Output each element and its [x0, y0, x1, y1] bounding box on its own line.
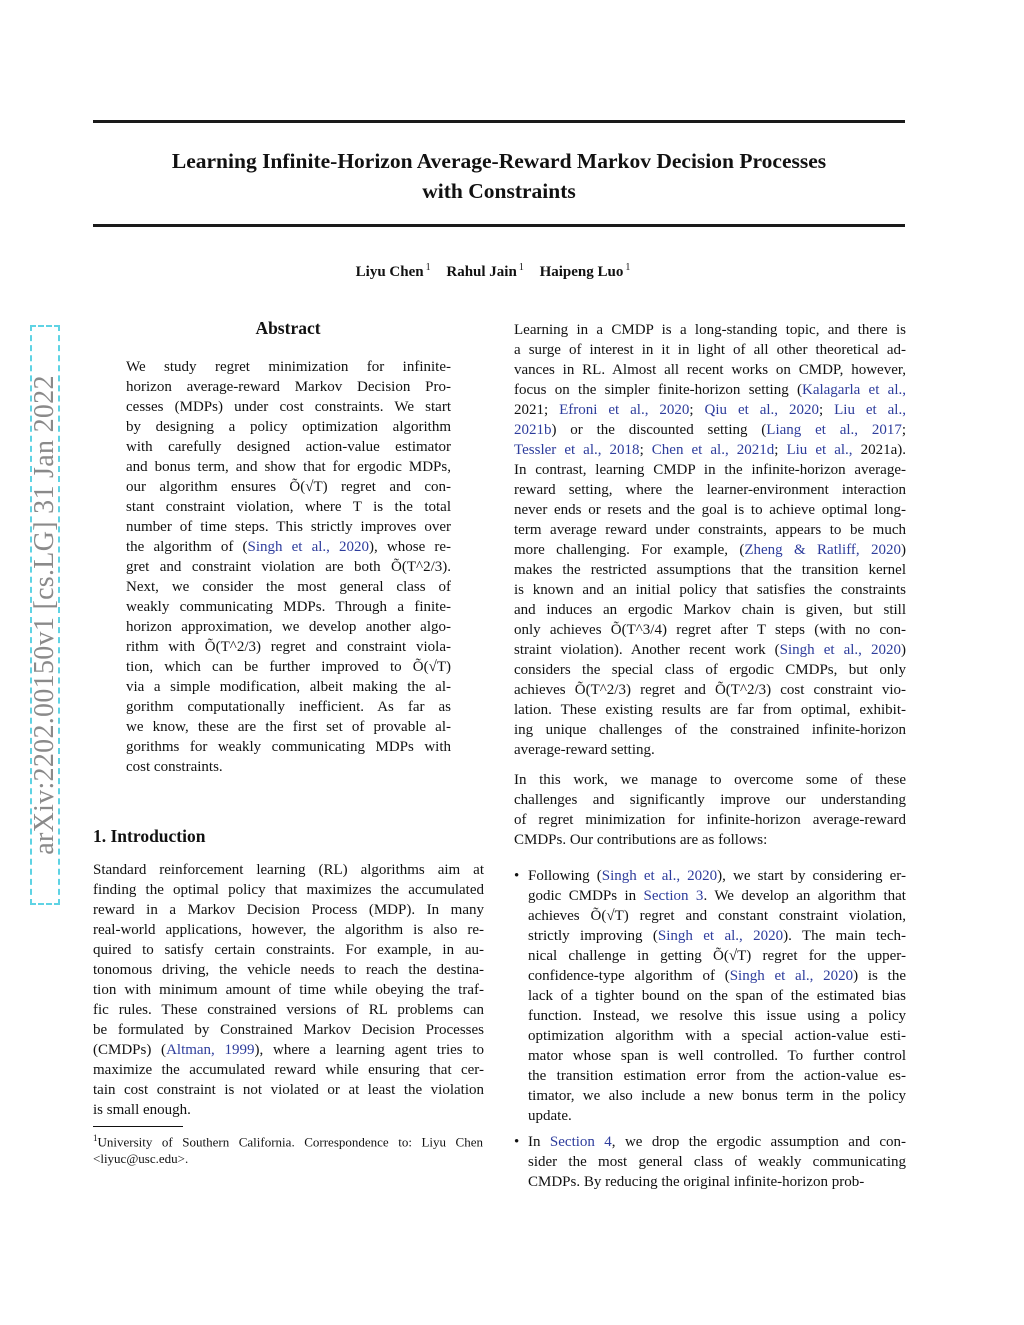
citation-link[interactable]: Singh et al., 2020 [247, 539, 370, 555]
text-line: reward setting, where the learner-environment interaction [514, 482, 906, 498]
text-line: gret and constraint violation are both Õ(T^2/3). [126, 559, 451, 575]
text-line: tion with minimum amount of time while obeying the traf- [93, 982, 484, 998]
citation-link[interactable]: Zheng & Ratliff, 2020 [744, 542, 902, 558]
text-line: tonomous driving, the vehicle needs to reach the destina- [93, 962, 484, 978]
citation-link[interactable]: Liu et al., [786, 442, 853, 458]
bullet-2-lines [528, 1132, 906, 1192]
text-line: never ends or resets and the goal is to achieve optimal long- [514, 502, 906, 518]
introduction-body [93, 860, 484, 1120]
text-line: term average reward under constraints, appears to be much [514, 522, 906, 538]
text-line: horizon approximation, we develop another algo- [126, 619, 451, 635]
text-line: horizon average-reward Markov Decision Pro- [126, 379, 451, 395]
footnote-rule [93, 1126, 183, 1127]
text-line: sider the most general class of weakly communicating [528, 1154, 906, 1170]
text-line: (CMDPs) (Altman, 1999), where a learning agent tries to [93, 1042, 484, 1058]
text-line: update. [528, 1108, 572, 1124]
text-line: real-world applications, however, the algorithm is also re- [93, 922, 484, 938]
text-line: gorithms for weakly communicating MDPs with [126, 739, 451, 755]
text-line: our algorithm ensures Õ(√T) regret and con- [126, 479, 451, 495]
text-line: considers the special class of ergodic CMDPs, but only [514, 662, 906, 678]
arxiv-stamp-text: arXiv:2202.00150v1 [cs.LG] 31 Jan 2022 [29, 375, 60, 855]
right-paragraph-1 [514, 320, 906, 760]
text-line: average-reward setting. [514, 742, 655, 758]
citation-link[interactable]: Chen et al., 2021d [651, 442, 775, 458]
author-list [93, 262, 905, 281]
text-line: Standard reinforcement learning (RL) algorithms aim at [93, 862, 484, 878]
text-line: tain cost constraint is not violated or at least the violation [93, 1082, 484, 1098]
text-line: we know, these are the first set of provable al- [126, 719, 451, 735]
text-line: fic rules. These constrained versions of RL problems can [93, 1002, 484, 1018]
arxiv-stamp-box [30, 325, 60, 905]
text-line: lation. These existing results are far from optimal, exhibit- [514, 702, 906, 718]
contribution-bullet-2 [514, 1132, 906, 1192]
text-line: Following (Singh et al., 2020), we start by considering er- [528, 868, 906, 884]
text-line: only achieves Õ(T^3/4) regret after T steps (with no con- [514, 622, 906, 638]
text-line: and induces an ergodic Markov chain is given, but still [514, 602, 906, 618]
text-line: and bonus term, and show that for ergodic MDPs, [126, 459, 451, 475]
arxiv-stamp [30, 325, 60, 905]
text-line: ing unique challenges of the constrained infinite-horizon [514, 722, 906, 738]
author-affiliation: 1 [625, 262, 631, 273]
citation-link[interactable]: Altman, 1999 [166, 1042, 255, 1058]
text-line: straint violation). Another recent work (Singh et al., 2020) [514, 642, 906, 658]
text-line: by designing a policy optimization algorithm [126, 419, 451, 435]
right-paragraph-2 [514, 770, 906, 850]
text-line: quired to satisfy certain constraints. For example, in au- [93, 942, 484, 958]
bullet-symbol: • [514, 1134, 520, 1150]
citation-link[interactable]: Liang et al., 2017 [766, 422, 902, 438]
text-line: In this work, we manage to overcome some of these [514, 772, 906, 788]
text-line: maximize the accumulated reward while ensuring that cer- [93, 1062, 484, 1078]
text-line: weakly communicating MDPs. Through a finite- [126, 599, 451, 615]
text-line: confidence-type algorithm of (Singh et al., 2020) is the [528, 968, 906, 984]
citation-link[interactable]: Section 3 [643, 888, 704, 904]
author-name: Rahul Jain [446, 264, 517, 280]
citation-link[interactable]: Kalagarla et al., [801, 382, 906, 398]
text-line: We study regret minimization for infinite- [126, 359, 451, 375]
footnote-text: University of Southern California. Correspondence to: Liyu Chen <liyuc@usc.edu>. [93, 1134, 483, 1167]
title-top-rule [93, 120, 905, 123]
intro-lines [93, 860, 484, 1120]
citation-link[interactable]: Singh et al., 2020 [779, 642, 901, 658]
citation-link[interactable]: Singh et al., 2020 [657, 928, 784, 944]
text-line: via a simple modification, albeit making the al- [126, 679, 451, 695]
abstract-body [126, 357, 451, 777]
text-line: lack of a tighter bound on the span of the estimated bias [528, 988, 906, 1004]
text-line: with carefully designed action-value estimator [126, 439, 451, 455]
contribution-bullet-1 [514, 866, 906, 1126]
author-affiliation: 1 [518, 262, 524, 273]
author-name: Haipeng Luo [539, 264, 624, 280]
citation-link[interactable]: Qiu et al., 2020 [704, 402, 819, 418]
bullet-1-lines [528, 866, 906, 1126]
citation-link[interactable]: Section 4 [549, 1134, 612, 1150]
text-line: achieves Õ(√T) regret and constant constraint violation, [528, 908, 906, 924]
citation-link[interactable]: Liu et al., [834, 402, 906, 418]
title-line-1: Learning Infinite-Horizon Average-Reward Markov Decision Processes [171, 149, 827, 173]
text-line: gorithm computationally inefficient. As far as [126, 699, 451, 715]
text-line: more challenging. For example, (Zheng & Ratliff, 2020) [514, 542, 907, 558]
footnote [93, 1130, 483, 1167]
text-line: reward in a Markov Decision Process (MDP). In many [93, 902, 484, 918]
title-bottom-rule [93, 224, 905, 227]
text-line: Learning in a CMDP is a long-standing topic, and there is [514, 322, 906, 338]
text-line: focus on the simpler finite-horizon setting (Kalagarla et al., [514, 382, 906, 398]
text-line: mator whose span is well controlled. To further control [528, 1048, 906, 1064]
text-line: the transition estimation error from the action-value es- [528, 1068, 906, 1084]
text-line: CMDPs. Our contributions are as follows: [514, 832, 768, 848]
text-line: achieves Õ(T^2/3) regret and Õ(T^2/3) cost constraint vio- [514, 682, 906, 698]
text-line: In Section 4, we drop the ergodic assumption and con- [528, 1134, 906, 1150]
text-line: timator, we also include a new bonus term in the policy [528, 1088, 906, 1104]
text-line: optimization algorithm with a special action-value esti- [528, 1028, 906, 1044]
text-line: stant constraint violation, where T is the total [126, 499, 451, 515]
text-line: 2021; Efroni et al., 2020; Qiu et al., 2020; Liu et al., [514, 402, 906, 418]
text-line: makes the restricted assumptions that the transition kernel [514, 562, 906, 578]
text-line: In contrast, learning CMDP in the infinite-horizon average- [514, 462, 906, 478]
text-line: is known and an initial policy that satisfies the constraints [514, 582, 906, 598]
text-line: vances in RL. Almost all recent works on CMDP, however, [514, 362, 906, 378]
text-line: function. Instead, we resolve this issue using a policy [528, 1008, 906, 1024]
text-line: CMDPs. By reducing the original infinite-horizon prob- [528, 1174, 865, 1190]
footnote-mark: 1 [93, 1133, 98, 1143]
author-name: Liyu Chen [355, 264, 424, 280]
text-line: strictly improving (Singh et al., 2020). The main tech- [528, 928, 906, 944]
text-line: be formulated by Constrained Markov Decision Processes [93, 1022, 484, 1038]
author-affiliation: 1 [425, 262, 431, 273]
text-line: Tessler et al., 2018; Chen et al., 2021d; Liu et al., 2021a). [514, 442, 906, 458]
text-line: the algorithm of (Singh et al., 2020), whose re- [126, 539, 451, 555]
citation-link[interactable]: Singh et al., 2020 [601, 868, 718, 884]
text-line: a surge of interest in it in light of all other theoretical ad- [514, 342, 906, 358]
abstract-lines [126, 357, 451, 777]
text-line: cost constraints. [126, 759, 223, 775]
text-line: godic CMDPs in Section 3. We develop an algorithm that [528, 888, 906, 904]
text-line: finding the optimal policy that maximizes the accumulated [93, 882, 484, 898]
bullet-symbol: • [514, 868, 520, 884]
text-line: cesses (MDPs) under cost constraints. We start [126, 399, 451, 415]
text-line: number of time steps. This strictly improves over [126, 519, 451, 535]
text-line: of regret minimization for infinite-horizon average-reward [514, 812, 906, 828]
abstract-heading: Abstract [255, 318, 321, 338]
paper-title [93, 146, 905, 206]
text-line: challenges and significantly improve our understanding [514, 792, 906, 808]
section-heading-introduction: 1. Introduction [93, 826, 206, 846]
text-line: 2021b) or the discounted setting (Liang et al., 2017; [514, 422, 907, 438]
citation-link[interactable]: Singh et al., 2020 [729, 968, 854, 984]
text-line: is small enough. [93, 1102, 191, 1118]
text-line: rithm with Õ(T^2/3) regret and constraint viola- [126, 639, 451, 655]
right-column [514, 320, 906, 1192]
text-line: Next, we consider the most general class of [126, 579, 451, 595]
text-line: tion, which can be further improved to Õ(√T) [126, 659, 451, 675]
citation-link[interactable]: Tessler et al., 2018 [514, 442, 640, 458]
title-line-2: with Constraints [422, 179, 576, 203]
citation-link[interactable]: 2021b [514, 422, 552, 438]
text-line: nical challenge in getting Õ(√T) regret for the upper- [528, 948, 906, 964]
citation-link[interactable]: Efroni et al., 2020 [559, 402, 690, 418]
